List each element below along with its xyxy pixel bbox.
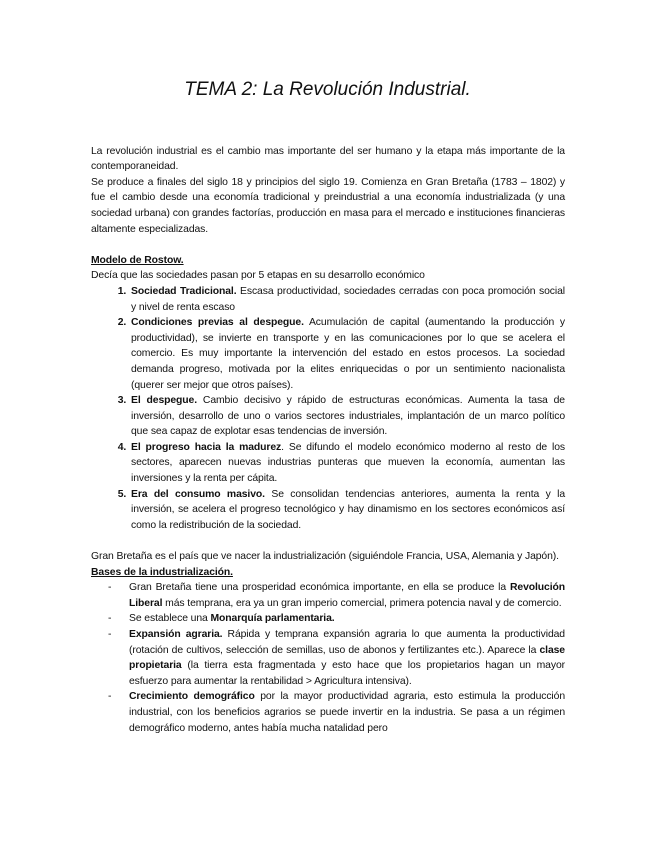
bases-heading: Bases de la industrialización.	[91, 566, 233, 578]
stage-term: Condiciones previas al despegue.	[131, 317, 304, 329]
list-item	[129, 487, 565, 534]
bases-item-text: Rápida y temprana expansión agraria lo que aumenta la productividad (rotación de cultivos, selección de semillas, uso de abonos y fertilizantes etc.). Aparece la	[129, 629, 565, 656]
bases-item-bold: clase propietaria	[129, 644, 565, 672]
list-item	[129, 440, 565, 487]
list-item	[129, 627, 565, 689]
list-item	[129, 393, 565, 440]
list-item	[129, 689, 565, 736]
bases-list	[91, 580, 565, 736]
bases-item-bold: Revolución Liberal	[129, 582, 565, 609]
bases-item-text: Gran Bretaña tiene una prosperidad económica importante, en ella se produce la	[129, 582, 510, 594]
stage-text: Acumulación de capital (aumentando la producción y productividad), se invierte en transporte y en las comunicaciones por lo que se acelera el comercio. Es muy importante la intervención del estado en estos procesos. La sociedad demanda progreso, motivada por la elites enriquecidas o por un sentimiento nacionalista (querer ser mejor que otros países).	[131, 317, 565, 391]
bretana-paragraph: Gran Bretaña es el país que ve nacer la industrialización (siguiéndole Francia, USA, Alemania y Japón).	[91, 551, 559, 563]
stage-text: Escasa productividad, sociedades cerradas con poca promoción social y nivel de renta escaso	[131, 285, 565, 313]
bases-item-bold: Monarquía parlamentaria.	[210, 613, 335, 625]
intro-paragraph-1: La revolución industrial es el cambio mas importante del ser humano y la etapa más importante de la contemporaneidad.	[91, 145, 565, 173]
rostow-stages-list	[91, 284, 565, 534]
stage-term: El despegue.	[131, 395, 198, 407]
stage-text: Cambio decisivo y rápido de estructuras económicas. Aumenta la tasa de inversión, desarrollo de uno o varios sectores industriales, implantación de un marco político que sea capaz de explotar esas tendencias de inversión.	[131, 395, 565, 438]
stage-term: El progreso hacia la madurez	[131, 441, 282, 453]
bases-item-text: más temprana, era ya un gran imperio comercial, primera potencia naval y de comercio.	[162, 597, 562, 609]
stage-term: Era del consumo masivo.	[131, 488, 265, 500]
page-title: TEMA 2: La Revolución Industrial.	[184, 79, 471, 100]
bases-item-bold: Expansión agraria.	[129, 629, 223, 640]
stage-term: Sociedad Tradicional.	[131, 285, 237, 297]
list-item	[129, 580, 565, 611]
list-item	[129, 611, 565, 627]
document-body	[91, 128, 565, 736]
rostow-intro: Decía que las sociedades pasan por 5 etapas en su desarrollo económico	[91, 270, 425, 282]
stage-text: . Se difundo el modelo económico moderno al resto de los sectores, aparecen nuevas industrias punteras que mueven la economía, aumentan las inversiones y la renta per cápita.	[131, 441, 565, 485]
bases-item-text: por la mayor productividad agraria, esto estimula la producción industrial, con los beneficios agrarios se puede invertir en la industria. Se pasa a un régimen demográfico moderno, antes había mucha natalidad pero	[129, 691, 566, 734]
bases-item-text: Se establece una	[129, 613, 211, 625]
list-item	[129, 315, 565, 393]
stage-text: Se consolidan tendencias anteriores, aumenta la renta y la inversión, se acelera el progreso tecnológico y hay dinamismo en los sectores económicos así como la redistribución de la sociedad.	[131, 488, 566, 531]
bases-item-text: (la tierra esta fragmentada y esto hace que los propietarios hagan un mayor esfuerzo para aumentar la rentabilidad > Agricultura intensiva).	[129, 660, 565, 687]
list-item	[129, 284, 565, 315]
bases-item-bold: Crecimiento demográfico	[129, 691, 255, 703]
rostow-heading: Modelo de Rostow.	[91, 254, 184, 266]
intro-paragraph-2: Se produce a finales del siglo 18 y principios del siglo 19. Comienza en Gran Bretaña (1783 – 1802) y fue el cambio desde una economía tradicional y preindustrial a una economía industrializada (y una sociedad urbana) con grandes factorías, producción en masa para el mercado e instituciones financieras altamente especializadas.	[91, 176, 565, 235]
